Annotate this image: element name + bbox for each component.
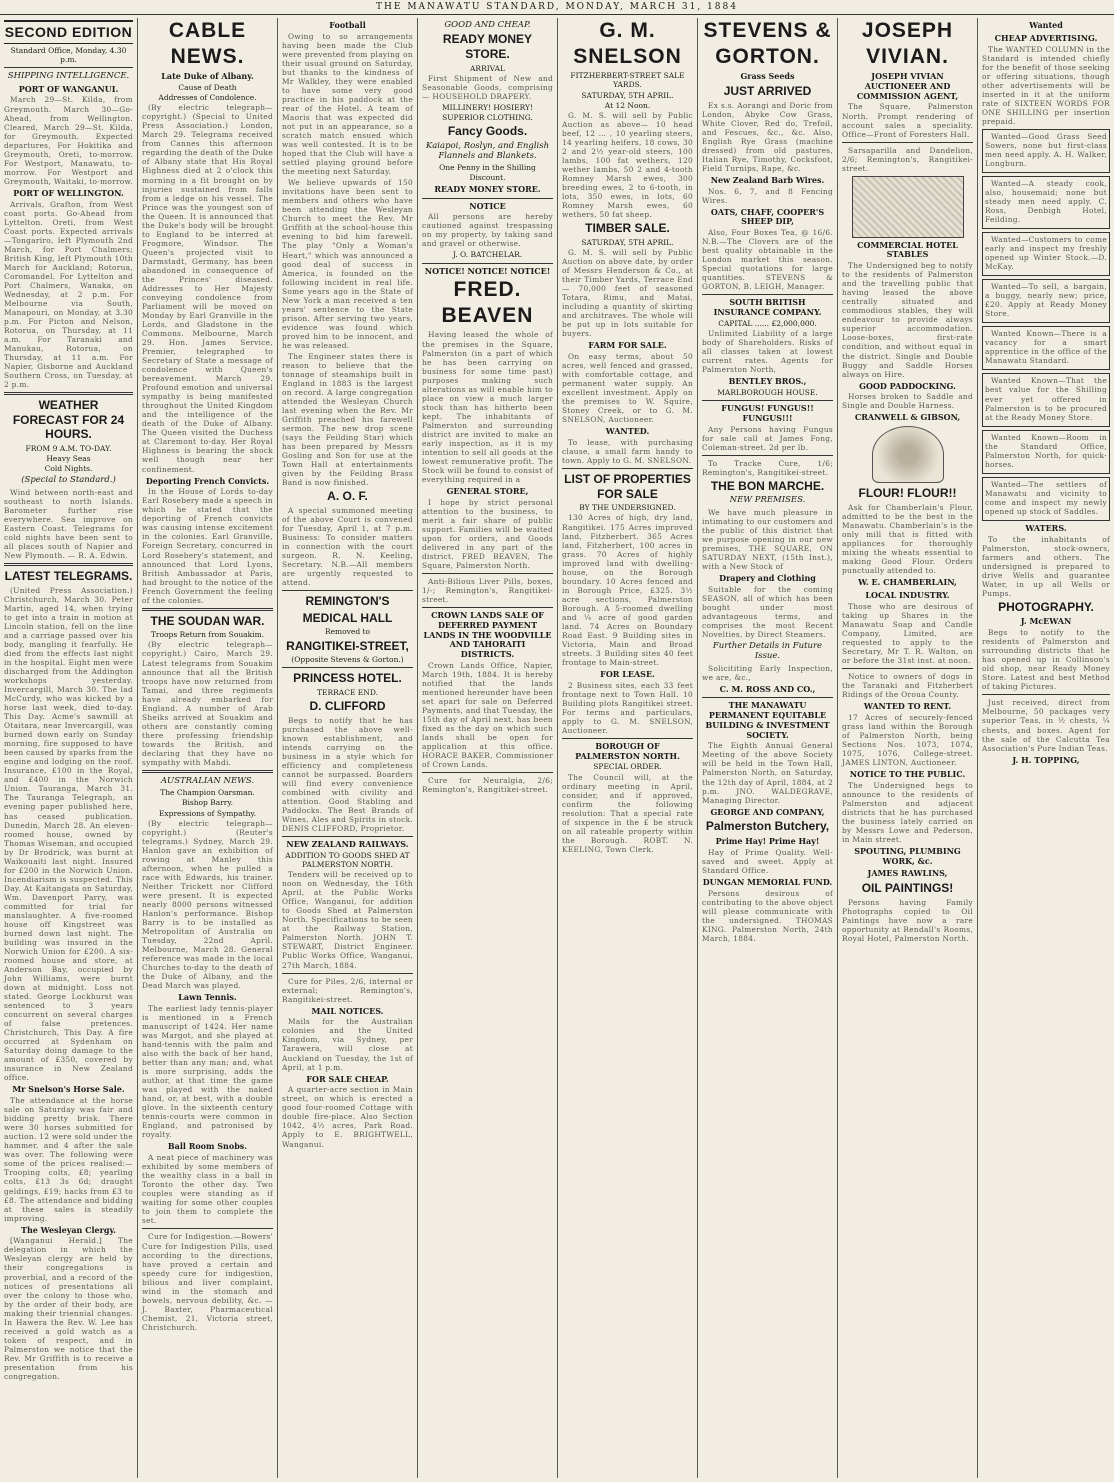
masthead: THE MANAWATU STANDARD, MONDAY, MARCH 31, 1884 bbox=[0, 0, 1114, 15]
soudan-subhead: Deporting French Convicts. bbox=[145, 475, 270, 486]
shipping-heading: SHIPPING INTELLIGENCE. bbox=[7, 71, 130, 82]
subhead: MARLBOROUGH HOUSE. bbox=[717, 387, 818, 397]
snelson-heading: G. M. SNELSON bbox=[573, 19, 682, 68]
column-1: SECOND EDITION Standard Office, Monday, 4.30 p.m. SHIPPING INTELLIGENCE. PORT OF WANGANUI. March 29—St. Kilda, from Greymouth. March 30—Go-Ahead, from Wellington. Cleared, March 29—St. Kilda, for Greymouth. Expected departures, For Hokitika and Greymouth, Oreti, to-morrow. For Westport, Manawatu, to-morrow. For Westport and Greymouth, Waitaki, to-morrow. PORT OF WELLINGTON. Arrivals, Grafton, from West coast ports. Go-Ahead from Lyttelton. Oreti, from West Coast ports. Expected arrivals—Tongariro, left Plymouth 2nd March, for Port Chalmers; British King, left Plymouth 10th March for Auckland; Rotorua, Coromandel. For Lyttelton and Port Chalmers, Wanaka, on Wednesday, at 2 p.m. For Melbourne via South, Manapouri, on Monday, at 3.30 p.m. For Picton and Nelson, Rotorua, on Thursday, at 11 a.m. For Taranaki and Manukau, Rotorua, on Thursday, at 11 a.m. For Napier, Gisborne and Auckland Southern Cross, on Tuesday, at 2 p.m. WEATHER FORECAST FOR 24 HOURS. FROM 9 A.M. TO-DAY. Heavy Seas Cold Nights. (Special to Standard.) Wind between north-east and southeast to north Islands. Barometer further rise everywhere. Sea improve on Eastern Coast. Telegrams for cold nights have been sent to all places south of Napier and New Plymouth. — R. A. Edwin. LATEST TELEGRAMS. (United Press Association.) Christchurch, March 30. Peter Martin, aged 14, when trying to get into a train in motion at Lincoln station, fell on the line and a carriage passed over his body, mangling it fearfully. He died from the effects last night in the hospital. Eight men were discharged from the Addington workshops yesterday. Invercargill, March 30. The lad McCurdy, who was kicked by a horse last week, died to-day. This Day. Acme's sawmill at Otaitara, near Invercargill, was burned down early on Sunday morning, fire supposed to have been caused by sparks from the engine and lodging on the roof. Insurance, £100 in the Royal, and £400 in the Norwich Union. Tauranga, March 31. The Tauranga Telegraph, an evening paper published here, has ceased publication. Dunedin, March 28. An eleven-roomed house, owned by Thomas Wiseman, and occupied by Dr Brodrick, was burnt at Waikouaiti last night. Insured for £200 in the Norwich Union. Incendiarism is suspected. This Day. At Kaitangata on Saturday, Wm. Davenport Parry, was committed for trial for manslaughter. A five-roomed house off Kingstreet was burned down last night. The building was insured in the Norwich Union for £200. A six-roomed house and store, at Anderson Bay, occupied by John Williams, were burnt down at midnight. Loss not stated. George Lockhurst was sentenced to 3 years concurrent on several charges of false pretences. Christchurch, This Day. A fire occurred at Sydenham on Saturday doing damage to the amount of £350, covered by insurance in New Zealand office. Mr Snelson's Horse Sale. The attendance at the horse sale on Saturday was fair and bidding pretty brisk. There were 30 horses submitted for auction. 12 were sold under the hammer, and 4 after the sale was over. The following were some of the prices realised:—Trooping colts, £8; yearling colts, £13 3s 6d; draught geldings, £19; hacks from £3 to £8. The attendance and bidding at these sales is steadily improving. The Wesleyan Clergy. [Wanganui Herald.] The delegation in which the Wesleyan clergy are held by their congregations is proverbial, and a record of the notices of presentations all over the colony to those who, by the order of their body, are making their triennial changes. In Hawera the Rev. W. Lee has received a gold watch as a token of respect, and in Palmerston we notice that the Rev. Mr Griffith is to receive a presentation from his congregation. bbox=[0, 18, 138, 1478]
subhead: Kaiapoi, Roslyn, and English Flannels and Blankets. bbox=[425, 140, 550, 162]
aof-heading: A. O. F. bbox=[327, 489, 368, 504]
subhead: Drapery and Clothing bbox=[719, 572, 816, 583]
butchery-heading: Palmerston Butchery, bbox=[705, 819, 830, 834]
wheat-sheaf-illustration bbox=[872, 426, 944, 483]
subhead: ADDITION TO GOODS SHED AT PALMERSTON NORTH. bbox=[285, 850, 410, 870]
wanted-heading: WANTED. bbox=[605, 426, 650, 437]
remington-heading: REMINGTON'S bbox=[305, 594, 390, 609]
australian-heading: AUSTRALIAN NEWS. bbox=[160, 775, 255, 786]
medical-hall-heading: MEDICAL HALL bbox=[302, 610, 393, 625]
subhead: MILLINERY! HOSIERY! bbox=[441, 102, 533, 112]
subhead: SATURDAY, 5TH APRIL. bbox=[581, 237, 674, 247]
edition-heading: SECOND EDITION bbox=[4, 20, 133, 44]
subhead: WANTED TO RENT. bbox=[863, 700, 952, 711]
flour-heading: FLOUR! FLOUR!! bbox=[858, 486, 957, 501]
insurance-heading: SOUTH BRITISH INSURANCE COMPANY. bbox=[713, 297, 822, 318]
latest-telegrams-heading: LATEST TELEGRAMS. bbox=[4, 569, 133, 584]
weather-line: Heavy Seas bbox=[46, 454, 91, 464]
subhead: Bishop Barry. bbox=[181, 798, 234, 808]
properties-heading: LIST OF PROPERTIES FOR SALE bbox=[564, 472, 691, 501]
column-7: JOSEPH VIVIAN. JOSEPH VIVIAN AUCTIONEER AND COMMISSION AGENT, The Square, Palmerston North. Prompt rendering of account sales a speciality. Office—Front of Foresters Hall. Sarsaparilla and Dandelion, 2/6; Remington's, Rangitikei-street. COMMERCIAL HOTEL STABLES The Undersigned beg to notify to the residents of Palmerston and the travelling public that having leased the above centrally situated and commodious stables, they will endeavour to provide always superior accommodation. Loose-boxes, first-rate condition, and without equal in the district. Single and Double Buggy and Saddle Horses always on Hire. GOOD PADDOCKING. Horses broken to Saddle and Single and Double Harness. CRANWELL & GIBSON, FLOUR! FLOUR!! Ask for Chamberlain's Flour, admitted to be the best in the Manawatu. Chamberlain's is the only mill that is fitted with appliances for thoroughly mixing the wheats essential to making Good Flour. Orders punctually attended to. W. E. CHAMBERLAIN, LOCAL INDUSTRY. Those who are desirous of taking up Shares in the Manawatu Soap and Candle Company, Limited, are requested to apply to the Secretary, Mr T. R. Walton, on or before the 31st inst. at noon. Notice to owners of dogs in the Taranaki and Fitzherbert Ridings of the Oroua County. WANTED TO RENT. 17 Acres of securely-fenced grass land within the Borough of Palmerston North, being Sections Nos. 1073, 1074, 1075, 1076, College-street. JAMES LINTON, Auctioneer. NOTICE TO THE PUBLIC. The Undersigned begs to announce to the residents of Palmerston and adjacent districts that he has purchased the business lately carried on by Messrs Lowe and Pederson, in Main street. SPOUTING, PLUMBING WORK, &c. JAMES RAWLINS, OIL PAINTINGS! Persons having Family Photographs copied to Oil Paintings have now a rare opportunity at Rendall's Rooms, Royal Hotel, Palmerston North. bbox=[838, 18, 978, 1478]
borough-heading: BOROUGH OF PALMERSTON NORTH. bbox=[575, 740, 680, 761]
oil-paintings-heading: OIL PAINTINGS! bbox=[861, 881, 954, 895]
subhead: J. O. BATCHELAR. bbox=[452, 250, 523, 260]
subhead: The Champion Oarsman. bbox=[160, 788, 255, 798]
subhead: NEW PREMISES. bbox=[729, 495, 806, 506]
subhead: GEORGE AND COMPANY, bbox=[710, 806, 825, 817]
column-2: CABLE NEWS. Late Duke of Albany. Cause of Death Addresses of Condolence. (By electric telegraph—copyright.) (Special to United Press Association.) London, March 29. Telegrams received from Cannes this afternoon regarding the death of the Duke of Albany state that His Royal Highness died at 2 o'clock this morning in a fit brought on by injuries sustained from falls from a ledge on his vessel. The Prince was the youngest son of the Queen. It is announced that the Duke's body will be brought to England to be interred at Frogmore, Windsor. The Queen's projected visit to Darmstadt, Germany, has been abandoned in consequence of the Princes' diseased. Addresses to Her Majesty conveying condolence from Parliament will be moved on Monday by Earl Granville in the Lords, and Gladstone in the Commons. Melbourne, March 29. Hon. James Service, Premier, telegraphed to Secretary of State a message of condolence with Queen's bereavement. March 29. Profound emotion and universal sympathy is being manifested throughout the United Kingdom and the intelligence of the death of the Duke of Albany. The Queen visited the Duchess at Claremont to-day. Her Royal Highness is bearing the shock well though near her confinement. Deporting French Convicts. In the House of Lords to-day Earl Rosebery made a speech in which he stated that the deporting of French convicts was causing intense excitement in the colonies. Earl Granville, Foreign Secretary, concurred in Lord Rosebery's statement, and announced that Lord Lyons, British Ambassador at Paris, had brought to the notice of the French Government the feeling of the colonies. THE SOUDAN WAR. Troops Return from Souakim. (By electric telegraph—copyright.) Cairo, March 29. Latest telegrams from Souakim announce that all the British troops have now returned from Tamai, and three regiments have already embarked for England. A number of Arab Sheiks arrived at Souakim and others are constantly coming there professing friendship towards the British, and declaring that they have no sympathy with Mahdi. AUSTRALIAN NEWS. The Champion Oarsman. Bishop Barry. Expressions of Sympathy. (By electric telegraph—copyright.) (Reuter's telegrams.) Sydney, March 29. Hanlon gave an exhibition of rowing at Manley this afternoon, when he pulled a race with Edwards, his trainer. Neither Trickett nor Clifford were present. It is expected nearly 8000 persons witnessed Hanlon's performance. Bishop Barry is to be installed as Metropolitan of Australia on Tuesday, 22nd April. Melbourne, March 28. General reference was made in the local Churches to-day to the death of the Duke of Albany, and the Dead March was played. Lawn Tennis. The earliest lady tennis-player is mentioned in a French manuscript of 1424. Her name was Margot, and she played at hand-tennis with the palm and also with the back of her hand, better than any man; and, what is more surprising, adds the author, at that time the game was played with the naked hand, or, at best, with a double glove. In the sixteenth century tennis-courts were common in England, and patronised by royalty. Ball Room Snobs. A neat piece of machinery was exhibited by some members of the wealthy class in a ball in Toronto the other day. Two couples were standing as if waiting for some other couples to join them to complete the set. Cure for Indigestion.—Bowers' Cure for Indigestion Pills, used according to the directions, have proved a certain and speedy cure for indigestion, bilious and liver complaint, wind in the stomach and bowels, nervous debility, &c. — J. Baxter, Pharmaceutical Chemist, 21, Victoria street, Christchurch. bbox=[138, 18, 278, 1478]
fungus-heading: FUNGUS! FUNGUS!! FUNGUS!!! bbox=[721, 403, 814, 423]
subhead: CHEAP ADVERTISING. bbox=[994, 32, 1098, 43]
wesleyan-heading: The Wesleyan Clergy. bbox=[21, 1224, 116, 1235]
subhead: SPOUTING, PLUMBING WORK, &c. bbox=[854, 845, 961, 866]
column-6: STEVENS & GORTON. Grass Seeds JUST ARRIVED Ex s.s. Aorangi and Doric from London, Abyke Cow Grass, White Clover, Red do, Trefoil, and Fescues, &c., &c. Also, English Rye Grass (machine dressed) from old pastures, Italian Rye, Timothy, Cocksfoot, Field Turnips, Rape, &c. New Zealand Barb Wires. Nos. 6, 7, and 8 Fencing Wires. OATS, CHAFF, COOPER'S SHEEP DIP, Also, Four Boxes Tea, @ 16/6. N.B.—The Clovers are of the best quality obtainable in the London market this season. Special quotations for large quantities. STEVENS & GORTON, B. LEIGH, Manager. SOUTH BRITISH INSURANCE COMPANY. CAPITAL ...... £2,000,000. Unlimited Liability of a large body of Shareholders. Risks of all classes taken at lowest current rates. Agents for Palmerston North, BENTLEY BROS., MARLBOROUGH HOUSE. FUNGUS! FUNGUS!! FUNGUS!!! Any Persons having Fungus for sale call at James Fong, Coleman-street. 2d per lb. To Tracke Cure, 1/6; Remington's, Rangitikei-street. THE BON MARCHE. NEW PREMISES. We have much pleasure in intimating to our customers and the public of this district that we purpose opening in our new premises, THE SQUARE, ON SATURDAY NEXT, (15th Inst.), with a New Stock of Drapery and Clothing Suitable for the coming SEASON, all of which has been bought under most advantageous terms, and comprises the most Recent Novelties, by Direct Steamers. Further Details in Future Issue. Solicititing Early Inspection, we are, &c., C. M. ROSS AND CO., THE MANAWATU PERMANENT EQUITABLE BUILDING & INVESTMENT SOCIETY. The Eighth Annual General Meeting of the above Society will be held in the Town Hall, Palmerston North, on Saturday, the 12th day of April, 1884, at 2 p.m. JNO. WALDEGRAVE, Managing Director. GEORGE AND COMPANY, Palmerston Butchery, Prime Hay! Prime Hay! Hay of Prime Quality. Well-saved and sweet. Apply at Standard Office. DUNGAN MEMORIAL FUND. Persons desirous of contributing to the above object will please communicate with the undersigned. THOMAS KING. Palmerston North, 24th March, 1884. bbox=[698, 18, 838, 1478]
subhead: New Zealand Barb Wires. bbox=[710, 174, 825, 185]
subhead: BY THE UNDERSIGNED. bbox=[579, 503, 676, 513]
subhead: One Penny in the Shilling Discount. bbox=[439, 163, 536, 182]
stevens-gorton-heading: STEVENS & GORTON. bbox=[703, 19, 832, 68]
column-8: Wanted CHEAP ADVERTISING. The WANTED COLUMN in the Standard is intended chiefly for the benefit of those seeking or offering situations, though other advertisements will be inserted in it at the uniform rate of SIXTEEN WORDS FOR ONE SHILLING per insertion prepaid. Wanted—Good Grass Seed Sowers, none but first-class men need apply. A. H. Walker, Longburn. Wanted—A steady cook, also, housemaid; none but steady men need apply. C. Ross, Denbigh Hotel, Feilding. Wanted—Customers to come early and inspect my freshly opened up Winter Stock.—D. McKay. Wanted—To sell, a bargain, a buggy, nearly new; price, £20. Apply at Ready Money Store. Wanted Known—There is a vacancy for a smart apprentice in the office of the Manawatu Standard. Wanted Known—That the best value for the Shilling ever yet offered in Palmerston is to be procured at the Ready Money Store. Wanted Known—Room in the Standard Office, Palmerston North, for quick-horses. Wanted—The settlers of Manawatu and vicinity to come and inspect my newly opened up stock of Saddles. WATERS. To the inhabitants of Palmerston, stock-owners, farmers and others. The undersigned is prepared to drive Wells and guarantee Water, in up all Wells or Pumps. PHOTOGRAPHY. J. McEWAN Begs to notify to the residents of Palmerston and surrounding districts that he has opened up in Collinson's old shop, near Ready Money Store. Latest and best Method of taking Pictures. Just received, direct from Melbourne, 50 packages very superior Teas, in ½ chests, ¼ chests, and boxes. Agent for the sale of the Calcutta Tea Association's Pure Indian Teas. J. H. TOPPING, bbox=[982, 20, 1110, 765]
subhead: CAPITAL ...... £2,000,000. bbox=[718, 318, 817, 328]
notice-heading: NOTICE bbox=[469, 200, 506, 211]
weather-line: FROM 9 A.M. TO-DAY. bbox=[25, 444, 112, 454]
forsale-heading: FOR SALE CHEAP. bbox=[306, 1073, 389, 1084]
subhead: BENTLEY BROS., bbox=[728, 376, 807, 387]
notice-heading-2: NOTICE! NOTICE! NOTICE! bbox=[424, 265, 551, 276]
weather-heading: WEATHER FORECAST FOR 24 HOURS. bbox=[12, 398, 125, 442]
subhead: Expressions of Sympathy. bbox=[158, 808, 257, 818]
wanganui-heading: PORT OF WANGANUI. bbox=[18, 83, 119, 94]
subhead: Cause of Death bbox=[178, 82, 237, 92]
subhead: TERRACE END. bbox=[317, 688, 378, 697]
bon-marche-heading: THE BON MARCHE. bbox=[710, 478, 825, 493]
railways-heading: NEW ZEALAND RAILWAYS. bbox=[286, 839, 409, 850]
column-5: G. M. SNELSON FITZHERBERT-STREET SALE YARDS. SATURDAY, 5TH APRIL. At 12 Noon. G. M. S. will sell by Public Auction as above— 10 head beef, 12 … , 10 yearling steers, 14 yearling heifers, 18 cows, 30 2 and 2½ year-old steers, 100 lambs, 100 fat wethers, 120 wether lambs, 50 2 and 4-tooth Romney Marsh ewes, 300 breeding ewes, 2 to 6-tooth, in lots, 350 ewes, in lots, 60 Romney Marsh ewes, 60 wethers, 50 fat sheep. TIMBER SALE. SATURDAY, 5TH APRIL. G. M. S. will sell by Public Auction on above date, by order of Messrs Henderson & Co., at their Timber Yards, Terrace End— 70,000 feet of seasoned Totara, Rimu, and Matai, including a quantity of skirting and architraves. The whole will be put up in lots suitable for buyers. FARM FOR SALE. On easy terms, about 50 acres, well fenced and grassed, with comfortable cottage, and permanent water supply. An excellent investment. Apply on the premises to W. Squire, Stoney Creek, or to G. M. SNELSON, Auctioneer. WANTED. To lease, with purchasing clause, a small farm handy to town. Apply to G. M. SNELSON. LIST OF PROPERTIES FOR SALE BY THE UNDERSIGNED. 130 Acres of high, dry land, Rangitikei. 175 Acres improved land, Fitzherbert. 365 Acres land, Fitzherbert, 100 acres in grass. 70 Acres of highly improved land with dwelling-house, on the Borough boundary. 10 Acres fenced and in Borough Price, £325. 3½ acre sections, Palmerston Borough. A 5-roomed dwelling and ¼ acre of good garden land. 74 Acres on Boundary Road East. 9 Building sites in Victoria, Main and Broad streets. 3 Building sites 40 feet frontage to Main-street. FOR LEASE. 2 Business sites, each 33 feet frontage next to Town Hall. 10 Building plots Rangitikei street. For terms and particulars, apply to G. M. SNELSON, Auctioneer. BOROUGH OF PALMERSTON NORTH. SPECIAL ORDER. The Council will, at the ordinary meeting in April, consider, and if approved, confirm the following resolution: That a special rate of sixpence in the £ be struck on all rateable property within the Borough. ROBT. N. KEELING, Town Clerk. bbox=[558, 18, 698, 1478]
weather-line: Cold Nights. bbox=[44, 464, 93, 474]
subhead: Grass Seeds bbox=[740, 71, 795, 82]
crown-lands-heading: CROWN LANDS SALE OF DEFERRED PAYMENT LANDS IN THE WOODVILLE AND TAHORAITI DISTRICTS. bbox=[423, 610, 552, 660]
soudan-heading: THE SOUDAN WAR. bbox=[150, 613, 265, 628]
tennis-heading: Lawn Tennis. bbox=[178, 992, 237, 1003]
subhead: JAMES RAWLINS, bbox=[867, 868, 948, 879]
subhead: JOSEPH VIVIAN AUCTIONEER AND COMMISSION AGENT, bbox=[856, 71, 959, 101]
clifford-heading: D. CLIFFORD bbox=[309, 699, 386, 714]
good-cheap-heading: GOOD AND CHEAP. bbox=[444, 20, 531, 30]
ballroom-heading: Ball Room Snobs. bbox=[167, 1141, 248, 1152]
subhead: Removed to bbox=[324, 627, 371, 637]
ready-money-heading: READY MONEY STORE. bbox=[442, 32, 533, 61]
beaven-heading: FRED. BEAVEN bbox=[441, 278, 534, 327]
subhead: W. E. CHAMBERLAIN, bbox=[858, 577, 957, 588]
wellington-heading: PORT OF WELLINGTON. bbox=[13, 187, 124, 198]
subhead: J. H. TOPPING, bbox=[1012, 754, 1080, 765]
permanent-heading: THE MANAWATU PERMANENT EQUITABLE BUILDING & INVESTMENT SOCIETY. bbox=[705, 700, 830, 740]
just-arrived-heading: JUST ARRIVED bbox=[723, 83, 812, 98]
subhead: GOOD PADDOCKING. bbox=[859, 380, 956, 391]
photography-heading: PHOTOGRAPHY. bbox=[998, 599, 1094, 614]
subhead: C. M. ROSS AND CO., bbox=[719, 683, 816, 694]
fancy-goods-heading: Fancy Goods. bbox=[447, 124, 528, 139]
subhead: LOCAL INDUSTRY. bbox=[865, 589, 950, 600]
subhead: SATURDAY, 5TH APRIL. bbox=[581, 90, 674, 100]
subhead: Troops Return from Souakim. bbox=[150, 630, 265, 640]
edition-sub: Standard Office, Monday, 4.30 p.m. bbox=[10, 46, 127, 65]
football-heading: Football bbox=[329, 20, 366, 30]
rangitikei-heading: RANGITIKEI-STREET, bbox=[286, 638, 409, 653]
subhead: Addresses of Condolence. bbox=[158, 93, 257, 103]
albany-heading: Late Duke of Albany. bbox=[161, 71, 254, 82]
cable-news-heading: CABLE NEWS. bbox=[168, 19, 247, 68]
subhead: Wanted bbox=[1029, 20, 1063, 30]
timber-sale-heading: TIMBER SALE. bbox=[585, 221, 670, 236]
subhead: GENERAL STORE, bbox=[446, 486, 529, 497]
subhead: READY MONEY STORE. bbox=[434, 183, 541, 194]
subhead: SPECIAL ORDER. bbox=[593, 762, 662, 772]
subhead: OATS, CHAFF, COOPER'S SHEEP DIP, bbox=[710, 206, 825, 227]
mail-heading: MAIL NOTICES. bbox=[311, 1005, 384, 1016]
column-3: Football Owing to so arrangements having been made the Club were prevented from playing on their usual ground on Saturday, but thanks to the kindness of Mr Walkley, they were enabled to have some very good practice in his paddock at the rear of the Hotel. A team of Maoris that was expected did not put in an appearance, so a scratch match ensued which was well contested. It is to be hoped that the Club will have a settled playing ground before the meeting next Saturday. We believe upwards of 150 invitations have been sent to members and others who have been attending the Wesleyan Church to meet the Rev. Mr Griffith at the school-house this evening to bid him farewell. The play "Only a Woman's Heart," which was announced a good deal of success in America, is founded on the following incident in real life. Some years ago in the State of New York a man received a ten years' sentence to the State prison. After serving two years, evidence was found which proved him to be innocent, and he was released. The Engineer states there is reason to believe that the tonnage of steamships built in England in 1883 is the largest on record. A large congregation attended the Wesleyan Church last evening when the Rev. Mr Griffith preached his farewell sermon. The new drop scene (says the Feilding Star) which has been prepared by Messrs Gosling and Son for use at the Town Hall at entertainments given by the Feilding Brass Band is now finished. A. O. F. A special summoned meeting of the above Court is convened for Tuesday, April 1, at 7 p.m. Business: To consider matters in connection with the court surgeon. R. N. Keeling, Secretary. N.B.—All members are urgently requested to attend. REMINGTON'S MEDICAL HALL Removed to RANGITIKEI-STREET, (Opposite Stevens & Gorton.) PRINCESS HOTEL. TERRACE END. D. CLIFFORD Begs to notify that he has purchased the above well-known establishment, and intends carrying on the business in a style which for efficiency and completeness cannot be surpassed. Boarders will find every convenience combined with civility and attention. Good Stabling and Paddocks. The Best Brands of Wines, Ales and Spirits in stock. DENIS CLIFFORD, Proprietor. NEW ZEALAND RAILWAYS. ADDITION TO GOODS SHED AT PALMERSTON NORTH. Tenders will be received up to noon on Wednesday, the 16th April, at the Public Works Office, Wanganui, for addition to Goods Shed at Palmerston North. Specifications to be seen at the Railway Station, Palmerston North. JOHN T. STEWART, District Engineer. Public Works Office, Wanganui, 27th March, 1884. Cure for Piles, 2/6, internal or external; Remington's, Rangitikei-street. MAIL NOTICES. Mails for the Australian colonies and the United Kingdom, via Sydney, per Tarawera, will close at Auckland on Tuesday, the 1st of April, at 1 p.m. FOR SALE CHEAP. A quarter-acre section in Main street, on which is erected a good four-roomed Cottage with double fire-place. Also Section 1042, 4½ acres, Park Road. Apply to E. BRIGHTWELL, Wanganui. bbox=[278, 18, 418, 1478]
snelson-sale-heading: Mr Snelson's Horse Sale. bbox=[12, 1084, 125, 1095]
subhead: WATERS. bbox=[1025, 522, 1067, 533]
subhead: DUNGAN MEMORIAL FUND. bbox=[702, 876, 833, 887]
lease-heading: FOR LEASE. bbox=[600, 669, 655, 679]
subhead: SUPERIOR CLOTHING. bbox=[442, 112, 533, 122]
subhead: NOTICE TO THE PUBLIC. bbox=[849, 768, 966, 779]
subhead: Further Details in Future Issue. bbox=[712, 640, 823, 662]
subhead: ARRIVAL bbox=[470, 63, 505, 73]
horse-illustration bbox=[852, 176, 964, 238]
column-4: GOOD AND CHEAP. READY MONEY STORE. ARRIVAL First Shipment of New and Seasonable Goods, comprising— HOUSEHOLD DRAPERY. MILLINERY! HOSIERY! SUPERIOR CLOTHING. Fancy Goods. Kaiapoi, Roslyn, and English Flannels and Blankets. One Penny in the Shilling Discount. READY MONEY STORE. NOTICE All persons are hereby cautioned against trespassing on my property, by taking sand and gravel or otherwise. J. O. BATCHELAR. NOTICE! NOTICE! NOTICE! FRED. BEAVEN Having leased the whole of the premises in the Square, Palmerston (in a part of which he has been carrying on business for some time past) purposes making such alterations as will enable him to place on view a much larger stock than has hitherto been kept. The inhabitants of Palmerston and surrounding district are invited to make an early inspection, as it is my intention to sell all goods at the lowest remunerative profit. The Stock will be found to consist of everything required in a GENERAL STORE, I hope by strict personal attention to the business, to merit a fair share of public support. Families will be waited upon for orders, and Goods delivered in any part of the district. FRED BEAVEN, The Square, Palmerston North. Anti-Bilious Liver Pills, boxes, 1/-; Remington's, Rangitikei-street. CROWN LANDS SALE OF DEFERRED PAYMENT LANDS IN THE WOODVILLE AND TAHORAITI DISTRICTS. Crown Lands Office, Napier, March 19th, 1884. It is hereby notified that the lands mentioned hereunder have been set apart for sale on Deferred Payments, and that Tuesday, the 15th day of April next, has been fixed as the day on which such lands shall be open for application at this office. HORACE BAKER, Commissioner of Crown Lands. Cure for Neuralgia, 2/6; Remington's, Rangitikei-street. bbox=[418, 18, 558, 1478]
subhead: J. McEWAN bbox=[1020, 616, 1072, 627]
subhead: CRANWELL & GIBSON, bbox=[854, 412, 961, 423]
subhead: FITZHERBERT-STREET SALE YARDS. bbox=[570, 71, 685, 90]
subhead: (Opposite Stevens & Gorton.) bbox=[291, 655, 404, 665]
subhead: COMMERCIAL HOTEL STABLES bbox=[857, 239, 958, 260]
subhead: Prime Hay! Prime Hay! bbox=[715, 835, 820, 846]
farm-heading: FARM FOR SALE. bbox=[588, 340, 667, 351]
weather-line: (Special to Standard.) bbox=[21, 475, 116, 486]
vivian-heading: JOSEPH VIVIAN. bbox=[861, 19, 954, 68]
princess-hotel-heading: PRINCESS HOTEL. bbox=[293, 671, 402, 686]
